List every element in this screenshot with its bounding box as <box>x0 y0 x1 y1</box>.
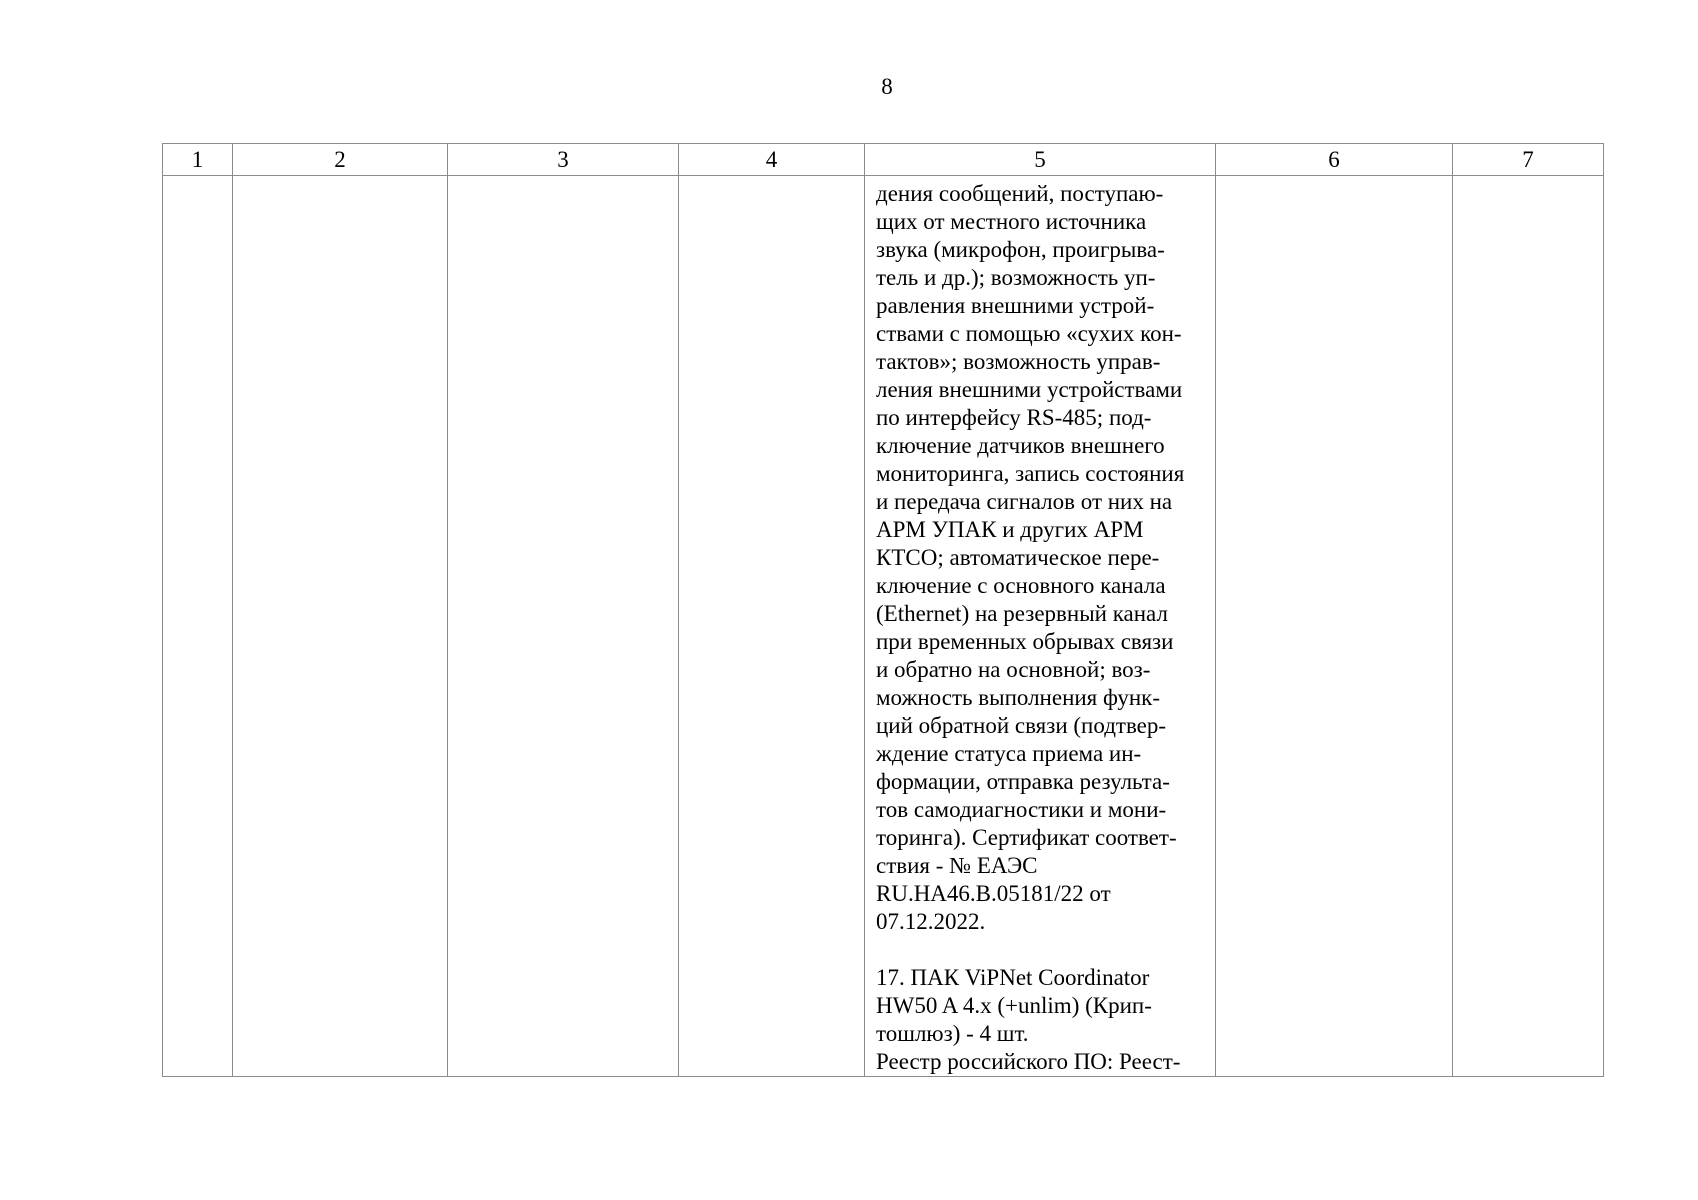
cell-col-3 <box>448 176 679 1077</box>
text-line: (Ethernet) на резервный канал <box>876 601 1168 626</box>
text-line: тактов»; возможность управ- <box>876 349 1161 374</box>
cell-col-7 <box>1453 176 1604 1077</box>
text-line: ления внешними устройствами <box>876 377 1183 402</box>
text-line: 07.12.2022. <box>876 909 986 934</box>
text-line: ций обратной связи (подтвер- <box>876 713 1167 738</box>
text-line: и обратно на основной; воз- <box>876 657 1151 682</box>
text-line: мониторинга, запись состояния <box>876 461 1185 486</box>
text-line: дения сообщений, поступаю- <box>876 181 1164 206</box>
text-line: торинга). Сертификат соответ- <box>876 825 1177 850</box>
text-line: ствами с помощью «сухих кон- <box>876 321 1182 346</box>
text-line: ждение статуса приема ин- <box>876 741 1142 766</box>
text-line: ключение с основного канала <box>876 573 1166 598</box>
table-row <box>163 176 1604 1077</box>
text-line: при временных обрывах связи <box>876 629 1174 654</box>
text-line: HW50 A 4.x (+unlim) (Крип- <box>876 993 1152 1018</box>
cell-col-4 <box>679 176 865 1077</box>
text-line: АРМ УПАК и других АРМ <box>876 517 1144 542</box>
text-line: RU.HA46.B.05181/22 от <box>876 881 1111 906</box>
text-line: можность выполнения функ- <box>876 685 1160 710</box>
text-line: по интерфейсу RS-485; под- <box>876 405 1152 430</box>
page-number: 8 <box>881 74 893 99</box>
text-line: звука (микрофон, проигрыва- <box>876 237 1165 262</box>
cell-col-2 <box>233 176 448 1077</box>
column-header-3: 3 <box>448 144 679 176</box>
text-line: формации, отправка результа- <box>876 769 1170 794</box>
cell-col-1 <box>163 176 233 1077</box>
text-line: ключение датчиков внешнего <box>876 433 1165 458</box>
column-5-text <box>865 176 1215 1076</box>
column-header-2: 2 <box>233 144 448 176</box>
cell-col-5 <box>865 176 1216 1077</box>
text-line: 17. ПАК ViPNet Coordinator <box>876 965 1150 990</box>
text-line: тошлюз) - 4 шт. <box>876 1021 1029 1046</box>
column-header-4: 4 <box>679 144 865 176</box>
column-header-1: 1 <box>163 144 233 176</box>
text-line: щих от местного источника <box>876 209 1147 234</box>
text-line: тель и др.); возможность уп- <box>876 265 1156 290</box>
column-header-6: 6 <box>1216 144 1453 176</box>
table-header-row <box>163 144 1604 176</box>
cell-col-6 <box>1216 176 1453 1077</box>
column-header-5: 5 <box>865 144 1216 176</box>
text-line: равления внешними устрой- <box>876 293 1155 318</box>
text-line: Реестр российского ПО: Реест- <box>876 1049 1181 1074</box>
text-line: КТСО; автоматическое пере- <box>876 545 1160 570</box>
text-line: ствия - № ЕАЭС <box>876 853 1038 878</box>
column-header-7: 7 <box>1453 144 1604 176</box>
blank-line <box>876 936 1207 964</box>
text-line: и передача сигналов от них на <box>876 489 1173 514</box>
text-line: тов самодиагностики и мони- <box>876 797 1167 822</box>
spec-table <box>162 143 1604 1077</box>
